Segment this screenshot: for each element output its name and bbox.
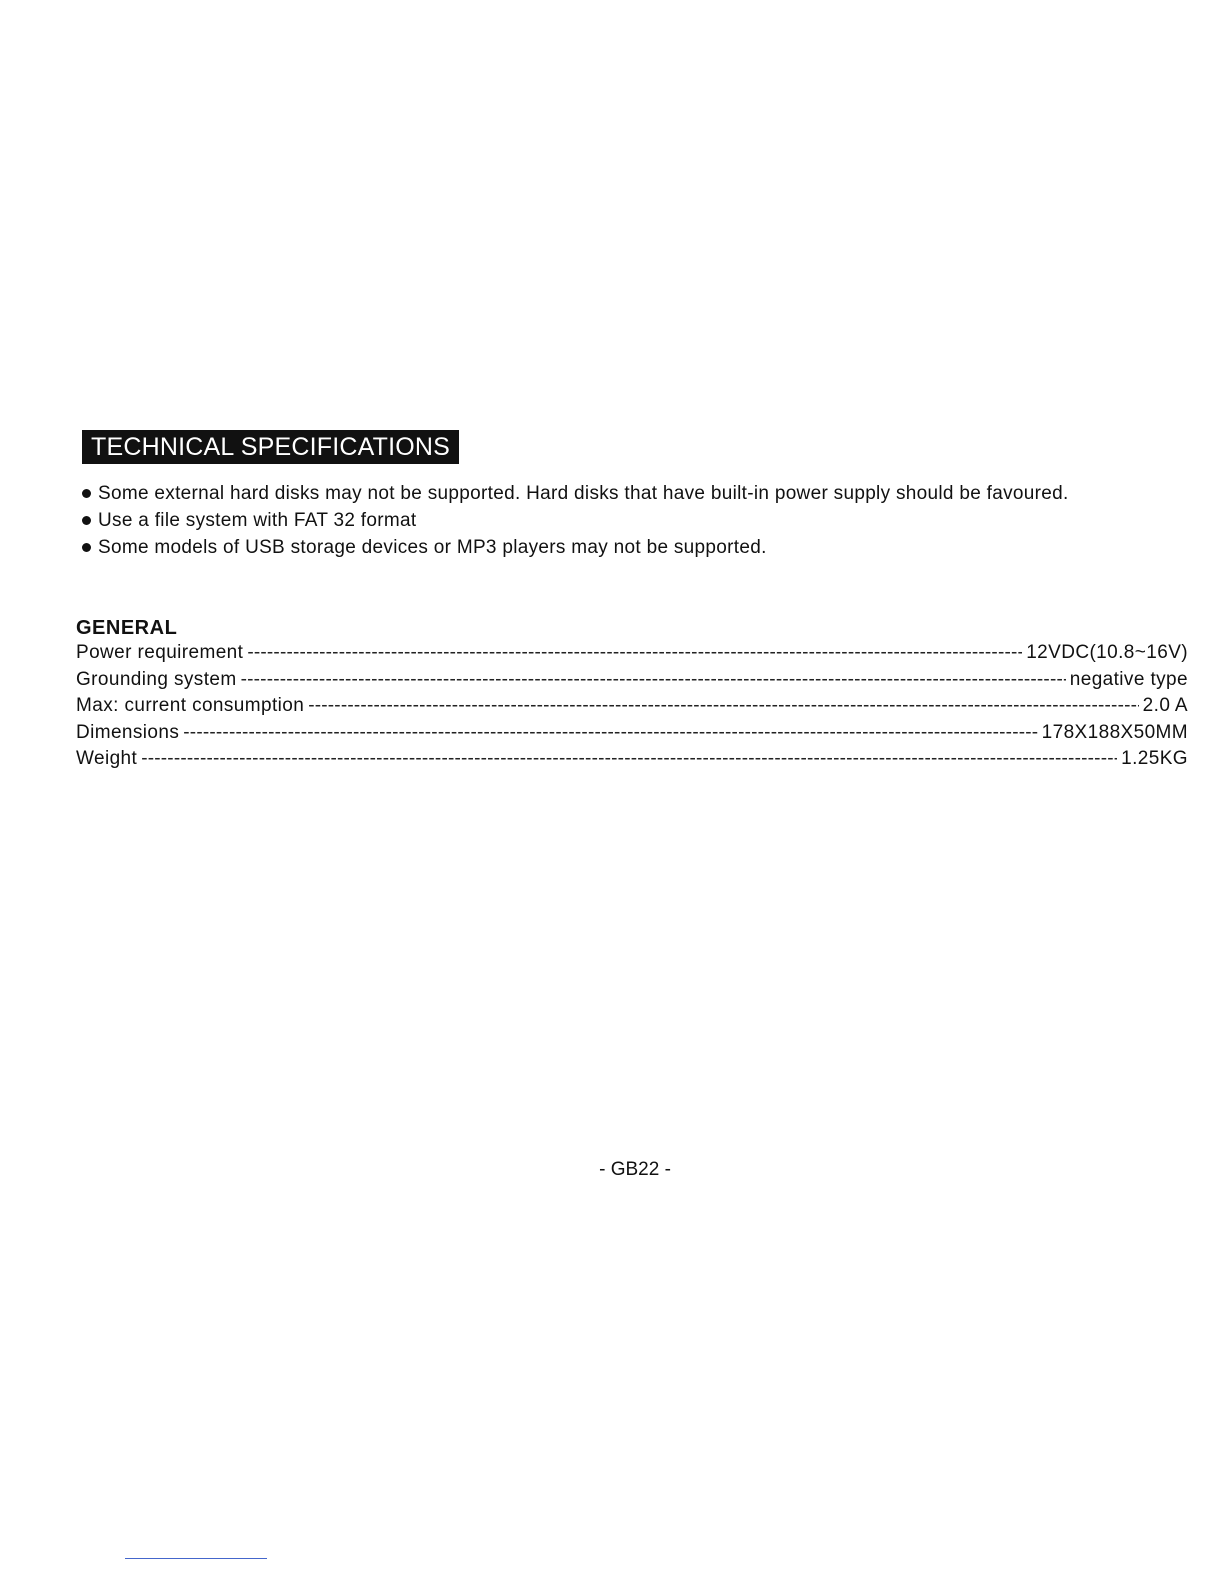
spec-label: Dimensions — [76, 721, 180, 743]
spec-label: Power requirement — [76, 642, 244, 663]
spec-row-power — [76, 640, 1188, 667]
bottom-divider — [125, 1558, 267, 1559]
spec-value: 2.0 A — [1142, 695, 1188, 716]
dotted-leader — [247, 640, 1022, 667]
spec-value: 1.25KG — [1121, 748, 1188, 769]
spec-row-grounding — [76, 667, 1188, 694]
spec-value: negative type — [1069, 668, 1188, 690]
spec-table — [76, 640, 1188, 773]
dotted-leader — [241, 667, 1066, 694]
spec-row-weight — [76, 746, 1188, 773]
spec-value: 12VDC(10.8~16V) — [1026, 642, 1188, 663]
bullet-icon — [82, 489, 91, 498]
list-item — [82, 534, 1182, 561]
bullet-icon — [82, 516, 91, 525]
dotted-leader — [183, 720, 1037, 747]
page-number: - GB22 - — [599, 1159, 671, 1180]
dotted-leader — [308, 693, 1138, 720]
section-title: TECHNICAL SPECIFICATIONS — [82, 430, 459, 464]
spec-label: Max: current consumption — [76, 695, 305, 716]
spec-row-dimensions — [76, 720, 1188, 747]
note-text: Use a file system with FAT 32 format — [98, 510, 417, 531]
list-item — [82, 507, 1182, 534]
bullet-icon — [82, 543, 91, 552]
note-text: Some models of USB storage devices or MP3 players may not be supported. — [98, 537, 767, 558]
spec-label: Grounding system — [76, 668, 237, 690]
dotted-leader — [141, 746, 1117, 773]
spec-row-current — [76, 693, 1188, 720]
spec-label: Weight — [76, 748, 138, 769]
general-heading: GENERAL — [76, 617, 178, 639]
spec-value: 178X188X50MM — [1041, 721, 1188, 743]
list-item — [82, 480, 1182, 507]
notes-list — [82, 480, 1182, 561]
note-text: Some external hard disks may not be supported. Hard disks that have built-in power supply should be favoured. — [98, 483, 1069, 504]
